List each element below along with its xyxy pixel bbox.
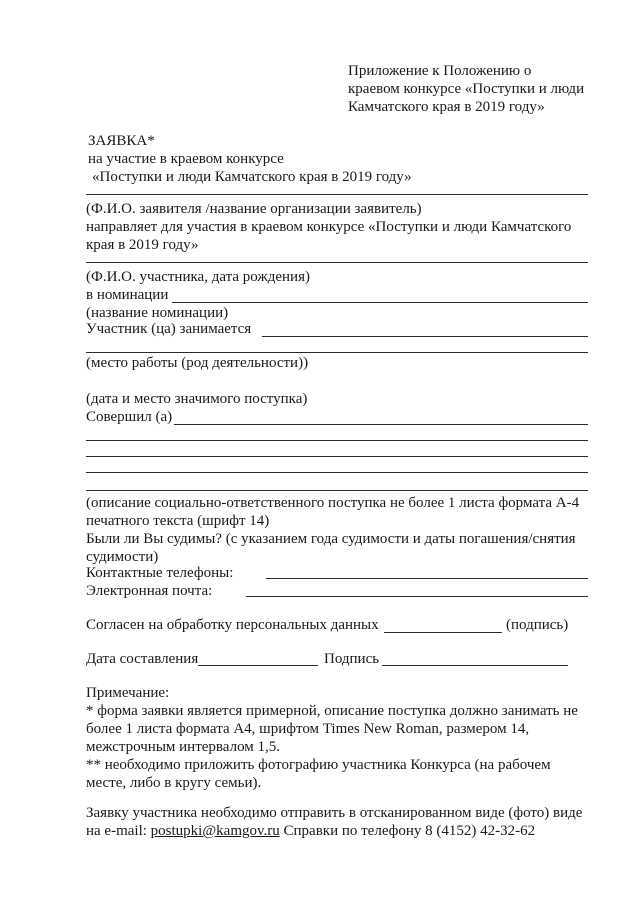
form-subtitle-1: на участие в краевом конкурсе [88, 151, 284, 167]
nomination-label: в номинации [86, 287, 169, 303]
header-line-1: Приложение к Положению о [348, 63, 532, 79]
committed-line[interactable] [174, 424, 588, 425]
date-line[interactable] [198, 665, 318, 666]
footer-line-2 [86, 822, 535, 840]
sends-text-2: края в 2019 году» [86, 237, 199, 253]
occupation-line[interactable] [262, 336, 588, 337]
header-line-3: Камчатского края в 2019 году» [348, 99, 545, 115]
form-title: ЗАЯВКА* [88, 133, 155, 149]
email-prefix: на e-mail: [86, 823, 151, 839]
description-line-1[interactable] [86, 440, 588, 441]
convicted-question-2: судимости) [86, 549, 159, 565]
date-place-caption: (дата и место значимого поступка) [86, 391, 308, 407]
note-1-line-1: * форма заявки является примерной, описание поступка должно занимать не [86, 703, 578, 719]
workplace-line[interactable] [86, 352, 588, 353]
nomination-line[interactable] [172, 302, 588, 303]
nomination-caption: (название номинации) [86, 305, 229, 321]
phone-info: Справки по телефону 8 (4152) 42-32-62 [279, 823, 536, 839]
form-subtitle-2: «Поступки и люди Камчатского края в 2019 году» [92, 169, 412, 185]
signature-caption: (подпись) [506, 617, 569, 633]
committed-label: Совершил (а) [86, 409, 173, 425]
phones-line[interactable] [266, 578, 588, 579]
note-1-line-2: более 1 листа формата А4, шрифтом Times New Roman, размером 14, [86, 721, 530, 737]
sign-line[interactable] [382, 665, 568, 666]
phones-label: Контактные телефоны: [86, 565, 234, 581]
sends-text-1: направляет для участия в краевом конкурсе «Поступки и люди Камчатского [86, 219, 572, 235]
sign-label: Подпись [324, 651, 380, 667]
description-line-3[interactable] [86, 472, 588, 473]
note-2-line-2: месте, либо в кругу семьи). [86, 775, 262, 791]
note-1-line-3: межстрочным интервалом 1,5. [86, 739, 281, 755]
footer-line-1: Заявку участника необходимо отправить в отсканированном виде (фото) виде [86, 805, 583, 821]
applicant-caption: (Ф.И.О. заявителя /название организации заявитель) [86, 201, 422, 217]
participant-caption: (Ф.И.О. участника, дата рождения) [86, 269, 310, 285]
email-line[interactable] [246, 596, 588, 597]
description-line-4[interactable] [86, 490, 588, 491]
description-line-2[interactable] [86, 456, 588, 457]
note-2-line-1: ** необходимо приложить фотографию участника Конкурса (на рабочем [86, 757, 551, 773]
description-caption-2: печатного текста (шрифт 14) [86, 513, 270, 529]
date-label: Дата составления [86, 651, 199, 667]
workplace-caption: (место работы (род деятельности)) [86, 355, 309, 371]
consent-signature-line[interactable] [384, 632, 502, 633]
convicted-question-1: Были ли Вы судимы? (с указанием года судимости и даты погашения/снятия [86, 531, 576, 547]
description-caption-1: (описание социально-ответственного поступка не более 1 листа формата А-4 [86, 495, 580, 511]
participant-line[interactable] [86, 262, 588, 263]
notes-heading: Примечание: [86, 685, 170, 701]
contest-email-link[interactable]: postupki@kamgov.ru [150, 823, 280, 839]
header-line-2: краевом конкурсе «Поступки и люди [348, 81, 585, 97]
consent-label: Согласен на обработку персональных данных [86, 617, 379, 633]
occupation-label: Участник (ца) занимается [86, 321, 252, 337]
applicant-line[interactable] [86, 194, 588, 195]
email-label: Электронная почта: [86, 583, 213, 599]
